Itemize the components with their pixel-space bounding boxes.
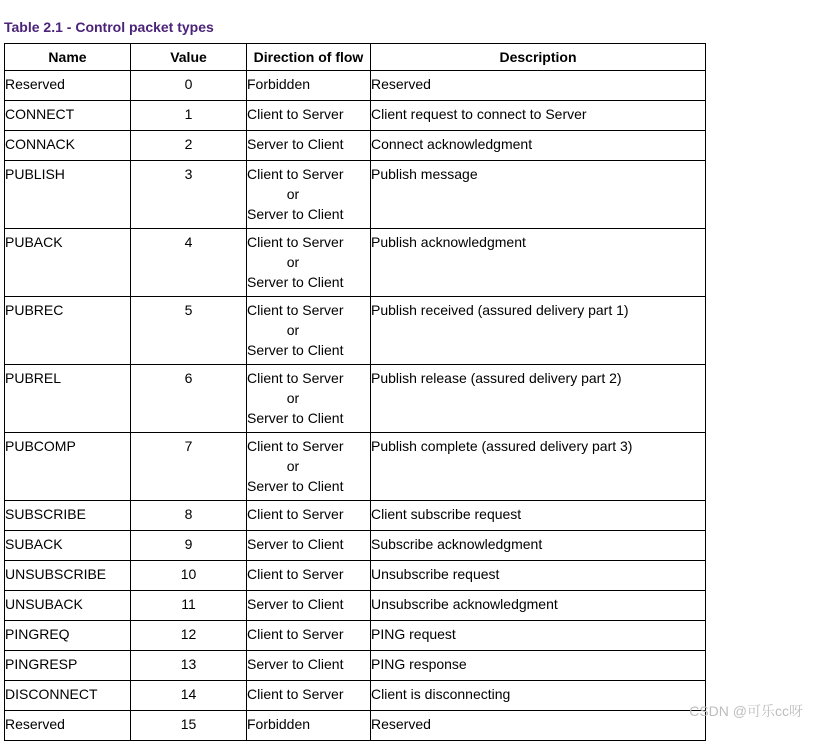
cell-direction [247, 681, 371, 711]
cell-name: UNSUBSCRIBE [5, 561, 131, 591]
direction-text: Client to Server [247, 626, 344, 642]
cell-direction [247, 365, 371, 433]
cell-name: Reserved [5, 711, 131, 741]
cell-description: PING request [371, 621, 706, 651]
table-row [5, 531, 706, 561]
table-row [5, 161, 706, 229]
direction-or: or [286, 186, 300, 202]
cell-direction [247, 433, 371, 501]
table-row [5, 651, 706, 681]
cell-description: PING response [371, 651, 706, 681]
cell-direction [247, 229, 371, 297]
table-row [5, 101, 706, 131]
cell-value: 14 [131, 681, 247, 711]
direction-or: or [286, 458, 300, 474]
cell-value: 10 [131, 561, 247, 591]
cell-name: Reserved [5, 71, 131, 101]
direction-text: Client to Server [247, 106, 344, 122]
cell-value: 3 [131, 161, 247, 229]
cell-name: PUBLISH [5, 161, 131, 229]
cell-value: 1 [131, 101, 247, 131]
table-row [5, 621, 706, 651]
cell-value: 12 [131, 621, 247, 651]
cell-name: SUBSCRIBE [5, 501, 131, 531]
cell-value: 15 [131, 711, 247, 741]
direction-text: Client to Server [247, 234, 344, 250]
table-row [5, 591, 706, 621]
direction-text: Client to Server [247, 438, 344, 454]
cell-name: PINGREQ [5, 621, 131, 651]
cell-direction [247, 591, 371, 621]
cell-value: 7 [131, 433, 247, 501]
table-row [5, 711, 706, 741]
cell-name: PUBCOMP [5, 433, 131, 501]
direction-text: Server to Client [247, 478, 344, 494]
cell-description: Client request to connect to Server [371, 101, 706, 131]
cell-direction [247, 71, 371, 101]
table-row [5, 433, 706, 501]
cell-name: SUBACK [5, 531, 131, 561]
cell-direction [247, 131, 371, 161]
cell-value: 11 [131, 591, 247, 621]
cell-description: Client is disconnecting [371, 681, 706, 711]
direction-text: Forbidden [247, 76, 311, 92]
cell-direction [247, 621, 371, 651]
cell-description: Subscribe acknowledgment [371, 531, 706, 561]
cell-value: 13 [131, 651, 247, 681]
cell-name: PUBACK [5, 229, 131, 297]
cell-value: 4 [131, 229, 247, 297]
cell-name: PUBREC [5, 297, 131, 365]
table-caption-label: Table 2.1 [4, 19, 63, 35]
direction-text: Server to Client [247, 274, 344, 290]
watermark: CSDN @可乐cc呀 [689, 703, 803, 719]
table-header-row [5, 44, 706, 71]
cell-name: PINGRESP [5, 651, 131, 681]
header-name: Name [5, 44, 131, 71]
cell-description: Client subscribe request [371, 501, 706, 531]
header-value: Value [131, 44, 247, 71]
direction-text: Server to Client [247, 342, 344, 358]
direction-text: Client to Server [247, 370, 344, 386]
cell-direction [247, 531, 371, 561]
table-row [5, 297, 706, 365]
direction-text: Client to Server [247, 166, 344, 182]
cell-direction [247, 711, 371, 741]
control-packet-table [4, 43, 706, 741]
table-row [5, 131, 706, 161]
table-row [5, 561, 706, 591]
table-body [5, 71, 706, 741]
cell-direction [247, 297, 371, 365]
cell-value: 2 [131, 131, 247, 161]
table-row [5, 365, 706, 433]
cell-value: 9 [131, 531, 247, 561]
direction-text: Server to Client [247, 206, 344, 222]
table-row [5, 681, 706, 711]
direction-text: Server to Client [247, 596, 344, 612]
cell-name: PUBREL [5, 365, 131, 433]
table-row [5, 71, 706, 101]
cell-description: Unsubscribe request [371, 561, 706, 591]
header-direction: Direction of flow [247, 44, 371, 71]
cell-direction [247, 651, 371, 681]
table-row [5, 501, 706, 531]
cell-name: UNSUBACK [5, 591, 131, 621]
cell-description: Publish release (assured delivery part 2) [371, 365, 706, 433]
header-description: Description [371, 44, 706, 71]
cell-direction [247, 161, 371, 229]
cell-value: 8 [131, 501, 247, 531]
direction-text: Server to Client [247, 410, 344, 426]
direction-text: Client to Server [247, 566, 344, 582]
cell-value: 0 [131, 71, 247, 101]
cell-name: CONNECT [5, 101, 131, 131]
cell-description: Connect acknowledgment [371, 131, 706, 161]
cell-name: CONNACK [5, 131, 131, 161]
cell-description: Unsubscribe acknowledgment [371, 591, 706, 621]
cell-description: Reserved [371, 71, 706, 101]
cell-direction [247, 101, 371, 131]
cell-value: 6 [131, 365, 247, 433]
direction-or: or [286, 390, 300, 406]
table-row [5, 229, 706, 297]
direction-text: Server to Client [247, 136, 344, 152]
direction-or: or [286, 322, 300, 338]
cell-description: Reserved [371, 711, 706, 741]
direction-text: Client to Server [247, 302, 344, 318]
direction-text: Server to Client [247, 536, 344, 552]
cell-value: 5 [131, 297, 247, 365]
cell-description: Publish complete (assured delivery part 3) [371, 433, 706, 501]
cell-direction [247, 501, 371, 531]
direction-text: Client to Server [247, 686, 344, 702]
table-caption [4, 19, 214, 35]
cell-name: DISCONNECT [5, 681, 131, 711]
direction-text: Client to Server [247, 506, 344, 522]
cell-direction [247, 561, 371, 591]
direction-or: or [286, 254, 300, 270]
cell-description: Publish message [371, 161, 706, 229]
cell-description: Publish acknowledgment [371, 229, 706, 297]
cell-description: Publish received (assured delivery part 1) [371, 297, 706, 365]
direction-text: Forbidden [247, 716, 311, 732]
table-caption-text: - Control packet types [62, 19, 214, 35]
direction-text: Server to Client [247, 656, 344, 672]
